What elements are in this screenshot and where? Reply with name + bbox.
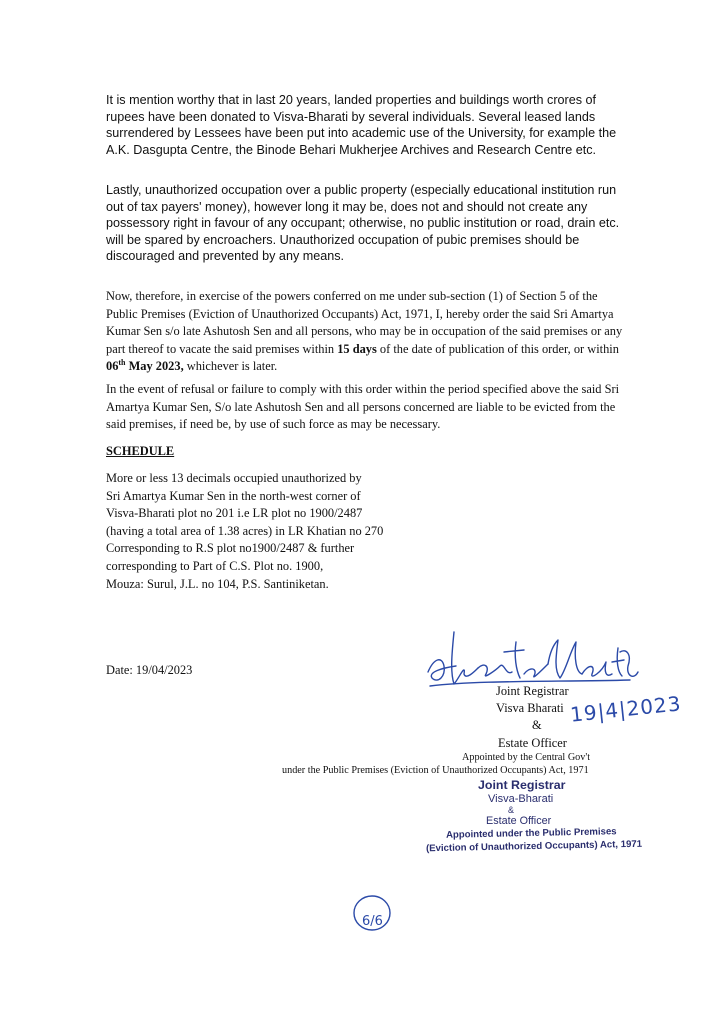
schedule-line: Visva-Bharati plot no 201 i.e LR plot no 1900/2487 [106, 506, 363, 521]
schedule-line: corresponding to Part of C.S. Plot no. 1900, [106, 558, 324, 573]
schedule-heading: SCHEDULE [106, 444, 175, 458]
order-deadline [106, 359, 184, 373]
page-number: 6/6 [362, 914, 383, 929]
paragraph-order [106, 288, 628, 376]
order-days: 15 days [337, 341, 377, 356]
stamp-title: Joint Registrar [478, 778, 566, 792]
order-text-a: Now, therefore, in exercise of the powers conferred on me under sub-section (1) of Section 5 of the Public Premises (Eviction of Unauthorized Occupants) Act, 1971, I, hereby order the said Sri Amartya Kumar Sen s/o late Ashutosh Sen and all persons, who may be in occupation of the said premises or any part thereof to vacate the said premises within [106, 289, 623, 356]
order-text-c: of the date of publication of this order, or within [376, 341, 619, 356]
signatory-appointment-line-2: under the Public Premises (Eviction of Unauthorized Occupants) Act, 1971 [282, 765, 589, 776]
order-deadline-day: 06 [106, 359, 119, 374]
stamp-organization: Visva-Bharati [488, 793, 554, 805]
paragraph-unauthorized-occupation: Lastly, unauthorized occupation over a public property (especially educational institution run out of tax payers' money), however long it may be, does not and should not create any possessory right in favour of any occupant; otherwise, no public institution or road, drain etc. will be spared by encroachers. Unauthorized occupation of pubic premises should be discouraged and prevented by any means. [106, 183, 620, 264]
order-deadline-suffix: th [118, 358, 126, 368]
order-text-e: whichever is later. [183, 359, 278, 374]
handwritten-date: 19|4|2023 [569, 691, 683, 727]
stamp-appointment-line-2: (Eviction of Unauthorized Occupants) Act, 1971 [425, 838, 643, 855]
schedule-line: Mouza: Surul, J.L. no 104, P.S. Santiniketan. [106, 576, 329, 591]
order-date: Date: 19/04/2023 [106, 663, 193, 677]
schedule-line: Sri Amartya Kumar Sen in the north-west corner of [106, 488, 361, 503]
signatory-title: Joint Registrar [496, 684, 569, 698]
stamp-appointment-line-1: Appointed under the Public Premises [445, 826, 617, 841]
paragraph-donations: It is mention worthy that in last 20 years, landed properties and buildings worth crores of rupees have been donated to Visva-Bharati by several individuals. Several leased lands surrendered by Lessees have been put into academic use of the University, for example the A.K. Dasgupta Centre, the Binode Behari Mukherjee Archives and Research Centre etc. [106, 93, 617, 157]
schedule-line: (having a total area of 1.38 acres) in LR Khatian no 270 [106, 523, 384, 538]
signatory-appointment-line-1: Appointed by the Central Gov't [462, 752, 591, 763]
signatory-role: Estate Officer [498, 736, 567, 750]
schedule-description [106, 470, 383, 593]
signatory-organization: Visva Bharati [496, 701, 564, 715]
order-deadline-rest: May 2023, [125, 359, 184, 374]
signatory-ampersand: & [532, 718, 542, 732]
stamp-ampersand: & [508, 805, 515, 815]
stamp-role: Estate Officer [486, 815, 552, 827]
schedule-line: Corresponding to R.S plot no1900/2487 & further [106, 541, 355, 556]
paragraph-eviction-warning: In the event of refusal or failure to comply with this order within the period specified above the said Sri Amartya Kumar Sen, S/o late Ashutosh Sen and all persons concerned are liable to be evicted from the said premises, if need be, by use of such force as may be necessary. [106, 382, 620, 432]
schedule-line: More or less 13 decimals occupied unauthorized by [106, 471, 362, 485]
